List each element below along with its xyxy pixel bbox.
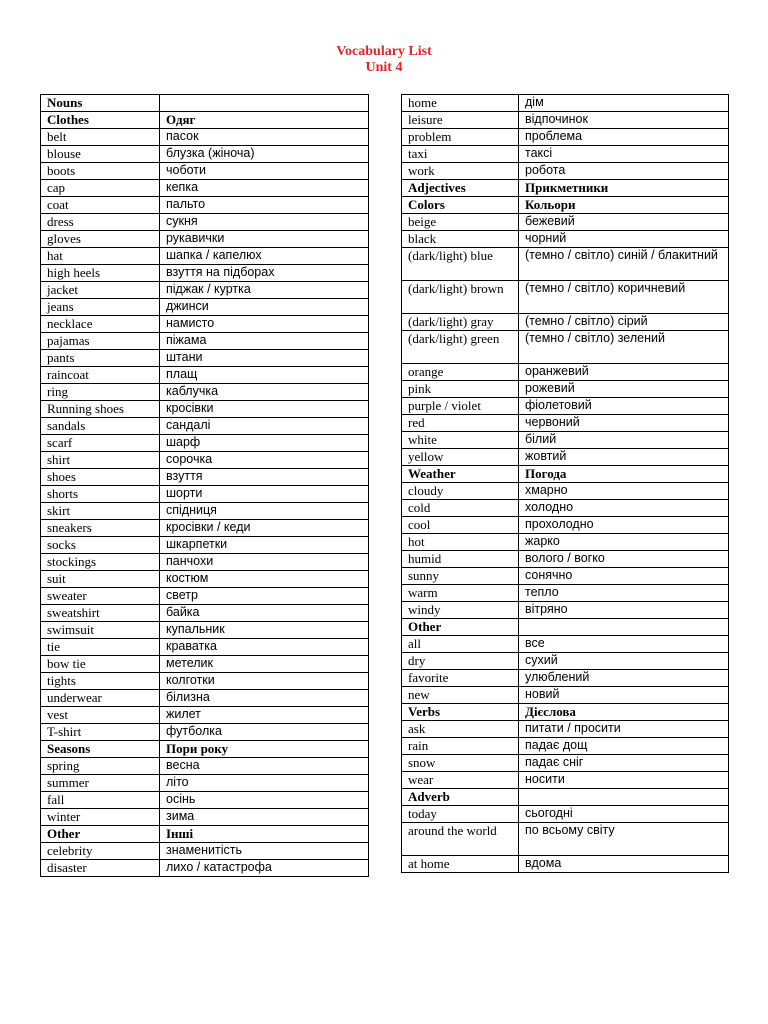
english-term: suit	[41, 571, 160, 588]
ukrainian-translation: фіолетовий	[519, 398, 729, 415]
english-term: belt	[41, 129, 160, 146]
ukrainian-translation: светр	[160, 588, 369, 605]
ukrainian-translation: краватка	[160, 639, 369, 656]
english-term: rain	[402, 738, 519, 755]
ukrainian-translation: колготки	[160, 673, 369, 690]
english-term: all	[402, 636, 519, 653]
english-term: shorts	[41, 486, 160, 503]
english-term: Colors	[402, 197, 519, 214]
section-header-row	[402, 197, 729, 214]
section-header-row	[41, 826, 369, 843]
section-header-row	[41, 741, 369, 758]
ukrainian-translation: блузка (жіноча)	[160, 146, 369, 163]
ukrainian-translation: весна	[160, 758, 369, 775]
table-row	[402, 415, 729, 432]
english-term: necklace	[41, 316, 160, 333]
ukrainian-translation: штани	[160, 350, 369, 367]
english-term: cap	[41, 180, 160, 197]
table-row	[41, 809, 369, 826]
ukrainian-translation: метелик	[160, 656, 369, 673]
english-term: shirt	[41, 452, 160, 469]
english-term: gloves	[41, 231, 160, 248]
table-row	[402, 755, 729, 772]
ukrainian-translation: жилет	[160, 707, 369, 724]
ukrainian-translation: сорочка	[160, 452, 369, 469]
table-row	[41, 571, 369, 588]
table-row	[402, 449, 729, 466]
table-row	[402, 231, 729, 248]
english-term: ask	[402, 721, 519, 738]
table-row	[41, 673, 369, 690]
ukrainian-translation: питати / просити	[519, 721, 729, 738]
table-row	[41, 367, 369, 384]
ukrainian-translation: рукавички	[160, 231, 369, 248]
english-term: fall	[41, 792, 160, 809]
ukrainian-translation: взуття	[160, 469, 369, 486]
english-term: winter	[41, 809, 160, 826]
page-subtitle: Unit 4	[365, 60, 403, 75]
english-term: jeans	[41, 299, 160, 316]
ukrainian-translation: спідниця	[160, 503, 369, 520]
table-row	[402, 721, 729, 738]
english-term: jacket	[41, 282, 160, 299]
ukrainian-translation: жарко	[519, 534, 729, 551]
table-row	[402, 314, 729, 331]
english-term: purple / violet	[402, 398, 519, 415]
ukrainian-translation: (темно / світло) сірий	[519, 314, 729, 331]
table-row	[402, 214, 729, 231]
table-row	[402, 146, 729, 163]
english-term: dry	[402, 653, 519, 670]
english-term: Weather	[402, 466, 519, 483]
ukrainian-translation: хмарно	[519, 483, 729, 500]
table-row	[402, 602, 729, 619]
english-term: tie	[41, 639, 160, 656]
english-term: windy	[402, 602, 519, 619]
table-row	[402, 95, 729, 112]
table-row	[41, 435, 369, 452]
english-term: black	[402, 231, 519, 248]
ukrainian-translation: панчохи	[160, 554, 369, 571]
page-title: Vocabulary List	[336, 44, 432, 59]
table-row	[41, 350, 369, 367]
english-term: work	[402, 163, 519, 180]
ukrainian-translation: холодно	[519, 500, 729, 517]
english-term: warm	[402, 585, 519, 602]
ukrainian-translation: взуття на підборах	[160, 265, 369, 282]
ukrainian-translation: джинси	[160, 299, 369, 316]
english-term: ring	[41, 384, 160, 401]
english-term: taxi	[402, 146, 519, 163]
english-term: pink	[402, 381, 519, 398]
english-term: shoes	[41, 469, 160, 486]
section-header-row	[41, 112, 369, 129]
english-term: Seasons	[41, 741, 160, 758]
table-row	[402, 281, 729, 314]
ukrainian-translation: літо	[160, 775, 369, 792]
table-row	[41, 605, 369, 622]
ukrainian-translation: бежевий	[519, 214, 729, 231]
table-row	[402, 551, 729, 568]
table-row	[402, 856, 729, 873]
english-term: sandals	[41, 418, 160, 435]
ukrainian-translation: падає сніг	[519, 755, 729, 772]
ukrainian-translation: відпочинок	[519, 112, 729, 129]
english-term: raincoat	[41, 367, 160, 384]
ukrainian-translation: по всьому світу	[519, 823, 729, 856]
table-row	[41, 146, 369, 163]
ukrainian-translation: робота	[519, 163, 729, 180]
ukrainian-translation: Погода	[519, 466, 729, 483]
ukrainian-translation: проблема	[519, 129, 729, 146]
ukrainian-translation: шапка / капелюх	[160, 248, 369, 265]
table-row	[402, 517, 729, 534]
ukrainian-translation: білий	[519, 432, 729, 449]
table-row	[402, 163, 729, 180]
section-header-row	[402, 619, 729, 636]
table-row	[41, 503, 369, 520]
table-row	[402, 772, 729, 789]
english-term: socks	[41, 537, 160, 554]
ukrainian-translation: жовтий	[519, 449, 729, 466]
english-term: red	[402, 415, 519, 432]
table-row	[41, 520, 369, 537]
table-row	[402, 687, 729, 704]
ukrainian-translation: знаменитість	[160, 843, 369, 860]
table-row	[41, 299, 369, 316]
english-term: (dark/light) blue	[402, 248, 519, 281]
ukrainian-translation: чорний	[519, 231, 729, 248]
ukrainian-translation: вітряно	[519, 602, 729, 619]
ukrainian-translation: кросівки / кеди	[160, 520, 369, 537]
table-row	[41, 248, 369, 265]
ukrainian-translation: волого / вогко	[519, 551, 729, 568]
table-row	[402, 738, 729, 755]
ukrainian-translation: (темно / світло) зелений	[519, 331, 729, 364]
english-term: white	[402, 432, 519, 449]
ukrainian-translation	[519, 619, 729, 636]
english-term: coat	[41, 197, 160, 214]
english-term: sweatshirt	[41, 605, 160, 622]
table-row	[402, 568, 729, 585]
table-row	[41, 486, 369, 503]
table-row	[402, 381, 729, 398]
table-row	[41, 418, 369, 435]
table-row	[402, 500, 729, 517]
table-row	[41, 792, 369, 809]
english-term: favorite	[402, 670, 519, 687]
ukrainian-translation: байка	[160, 605, 369, 622]
ukrainian-translation: плащ	[160, 367, 369, 384]
ukrainian-translation: вдома	[519, 856, 729, 873]
english-term: T-shirt	[41, 724, 160, 741]
english-term: today	[402, 806, 519, 823]
english-term: boots	[41, 163, 160, 180]
ukrainian-translation: червоний	[519, 415, 729, 432]
ukrainian-translation: костюм	[160, 571, 369, 588]
section-header-row	[402, 466, 729, 483]
english-term: disaster	[41, 860, 160, 877]
english-term: summer	[41, 775, 160, 792]
table-row	[41, 775, 369, 792]
english-term: vest	[41, 707, 160, 724]
english-term: (dark/light) gray	[402, 314, 519, 331]
english-term: cold	[402, 500, 519, 517]
english-term: (dark/light) green	[402, 331, 519, 364]
ukrainian-translation: сухий	[519, 653, 729, 670]
table-row	[41, 639, 369, 656]
table-row	[41, 622, 369, 639]
table-row	[41, 690, 369, 707]
table-row	[41, 843, 369, 860]
english-term: swimsuit	[41, 622, 160, 639]
english-term: around the world	[402, 823, 519, 856]
english-term: home	[402, 95, 519, 112]
ukrainian-translation: шарф	[160, 435, 369, 452]
ukrainian-translation: зима	[160, 809, 369, 826]
ukrainian-translation: прохолодно	[519, 517, 729, 534]
table-row	[41, 384, 369, 401]
ukrainian-translation: рожевий	[519, 381, 729, 398]
table-row	[41, 758, 369, 775]
english-term: pajamas	[41, 333, 160, 350]
table-row	[41, 282, 369, 299]
english-term: orange	[402, 364, 519, 381]
english-term: humid	[402, 551, 519, 568]
table-row	[402, 248, 729, 281]
table-row	[41, 214, 369, 231]
ukrainian-translation: чоботи	[160, 163, 369, 180]
english-term: skirt	[41, 503, 160, 520]
ukrainian-translation: (темно / світло) коричневий	[519, 281, 729, 314]
ukrainian-translation: кросівки	[160, 401, 369, 418]
table-row	[41, 724, 369, 741]
english-term: yellow	[402, 449, 519, 466]
table-row	[402, 823, 729, 856]
english-term: high heels	[41, 265, 160, 282]
vocabulary-table-left	[40, 94, 369, 877]
table-row	[41, 316, 369, 333]
table-row	[402, 483, 729, 500]
english-term: Nouns	[41, 95, 160, 112]
english-term: Other	[41, 826, 160, 843]
ukrainian-translation: Кольори	[519, 197, 729, 214]
table-row	[41, 537, 369, 554]
english-term: wear	[402, 772, 519, 789]
table-row	[402, 112, 729, 129]
english-term: scarf	[41, 435, 160, 452]
english-term: (dark/light) brown	[402, 281, 519, 314]
english-term: Other	[402, 619, 519, 636]
ukrainian-translation: Прикметники	[519, 180, 729, 197]
ukrainian-translation: осінь	[160, 792, 369, 809]
ukrainian-translation: пасок	[160, 129, 369, 146]
ukrainian-translation: (темно / світло) синій / блакитний	[519, 248, 729, 281]
english-term: hat	[41, 248, 160, 265]
table-row	[402, 432, 729, 449]
ukrainian-translation: Одяг	[160, 112, 369, 129]
english-term: beige	[402, 214, 519, 231]
ukrainian-translation: купальник	[160, 622, 369, 639]
english-term: sneakers	[41, 520, 160, 537]
ukrainian-translation: лихо / катастрофа	[160, 860, 369, 877]
ukrainian-translation: падає дощ	[519, 738, 729, 755]
table-row	[41, 656, 369, 673]
ukrainian-translation: улюблений	[519, 670, 729, 687]
english-term: cool	[402, 517, 519, 534]
english-term: celebrity	[41, 843, 160, 860]
english-term: pants	[41, 350, 160, 367]
ukrainian-translation: каблучка	[160, 384, 369, 401]
english-term: snow	[402, 755, 519, 772]
table-row	[402, 653, 729, 670]
english-term: Adverb	[402, 789, 519, 806]
section-header-row	[402, 789, 729, 806]
english-term: sweater	[41, 588, 160, 605]
ukrainian-translation	[160, 95, 369, 112]
table-row	[41, 129, 369, 146]
ukrainian-translation: піджак / куртка	[160, 282, 369, 299]
section-header-row	[41, 95, 369, 112]
english-term: sunny	[402, 568, 519, 585]
ukrainian-translation: сонячно	[519, 568, 729, 585]
english-term: spring	[41, 758, 160, 775]
english-term: at home	[402, 856, 519, 873]
english-term: bow tie	[41, 656, 160, 673]
ukrainian-translation: Інші	[160, 826, 369, 843]
english-term: dress	[41, 214, 160, 231]
english-term: hot	[402, 534, 519, 551]
ukrainian-translation: носити	[519, 772, 729, 789]
table-row	[402, 585, 729, 602]
ukrainian-translation: новий	[519, 687, 729, 704]
english-term: Adjectives	[402, 180, 519, 197]
ukrainian-translation: футболка	[160, 724, 369, 741]
ukrainian-translation: намисто	[160, 316, 369, 333]
table-row	[402, 806, 729, 823]
english-term: new	[402, 687, 519, 704]
english-term: problem	[402, 129, 519, 146]
table-row	[402, 364, 729, 381]
ukrainian-translation: дім	[519, 95, 729, 112]
section-header-row	[402, 180, 729, 197]
table-row	[402, 129, 729, 146]
english-term: stockings	[41, 554, 160, 571]
english-term: underwear	[41, 690, 160, 707]
table-row	[41, 231, 369, 248]
ukrainian-translation: Пори року	[160, 741, 369, 758]
ukrainian-translation: оранжевий	[519, 364, 729, 381]
table-row	[41, 469, 369, 486]
table-row	[41, 707, 369, 724]
ukrainian-translation: шорти	[160, 486, 369, 503]
table-row	[41, 554, 369, 571]
table-row	[402, 331, 729, 364]
english-term: Clothes	[41, 112, 160, 129]
ukrainian-translation: сандалі	[160, 418, 369, 435]
table-row	[402, 398, 729, 415]
table-row	[41, 265, 369, 282]
table-row	[41, 588, 369, 605]
ukrainian-translation: все	[519, 636, 729, 653]
ukrainian-translation: Дієслова	[519, 704, 729, 721]
table-row	[41, 860, 369, 877]
ukrainian-translation: піжама	[160, 333, 369, 350]
ukrainian-translation: таксі	[519, 146, 729, 163]
english-term: blouse	[41, 146, 160, 163]
table-row	[402, 670, 729, 687]
table-row	[41, 163, 369, 180]
ukrainian-translation	[519, 789, 729, 806]
table-row	[402, 636, 729, 653]
table-row	[41, 197, 369, 214]
english-term: Running shoes	[41, 401, 160, 418]
english-term: cloudy	[402, 483, 519, 500]
ukrainian-translation: сукня	[160, 214, 369, 231]
vocabulary-table-right	[401, 94, 729, 873]
table-row	[402, 534, 729, 551]
table-row	[41, 333, 369, 350]
english-term: leisure	[402, 112, 519, 129]
ukrainian-translation: тепло	[519, 585, 729, 602]
table-row	[41, 401, 369, 418]
section-header-row	[402, 704, 729, 721]
ukrainian-translation: шкарпетки	[160, 537, 369, 554]
ukrainian-translation: сьогодні	[519, 806, 729, 823]
ukrainian-translation: пальто	[160, 197, 369, 214]
english-term: tights	[41, 673, 160, 690]
ukrainian-translation: кепка	[160, 180, 369, 197]
english-term: Verbs	[402, 704, 519, 721]
table-row	[41, 180, 369, 197]
ukrainian-translation: білизна	[160, 690, 369, 707]
table-row	[41, 452, 369, 469]
